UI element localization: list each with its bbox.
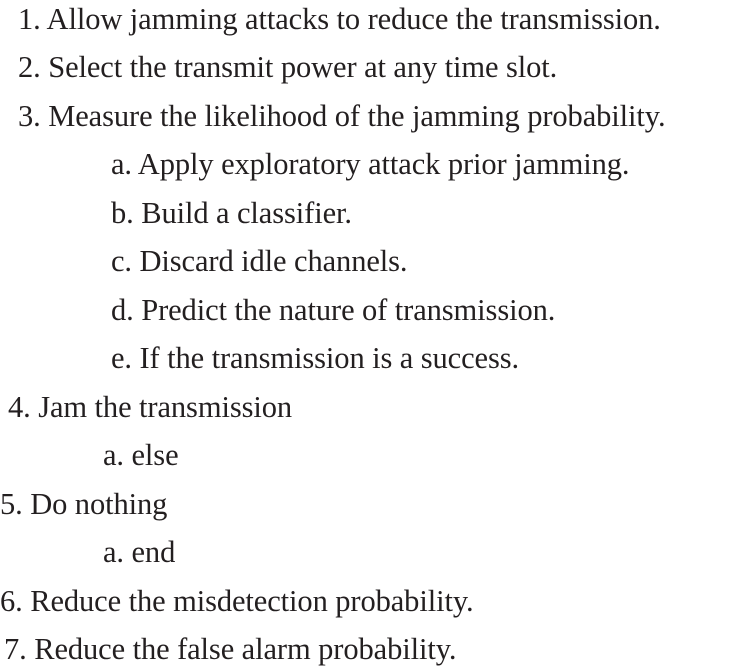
step-4: 4. Jam the transmission <box>8 390 293 424</box>
step-3e: e. If the transmission is a success. <box>111 341 520 375</box>
step-2: 2. Select the transmit power at any time slot. <box>18 50 558 84</box>
step-5a: a. end <box>103 535 176 569</box>
step-1: 1. Allow jamming attacks to reduce the transmission. <box>18 2 661 36</box>
step-7: 7. Reduce the false alarm probability. <box>4 632 457 666</box>
step-5: 5. Do nothing <box>0 487 168 521</box>
step-3: 3. Measure the likelihood of the jamming probability. <box>18 99 666 133</box>
step-3b: b. Build a classifier. <box>111 196 352 230</box>
step-3a: a. Apply exploratory attack prior jamming. <box>111 147 630 181</box>
step-6: 6. Reduce the misdetection probability. <box>0 584 474 618</box>
step-3c: c. Discard idle channels. <box>111 244 408 278</box>
step-3d: d. Predict the nature of transmission. <box>111 293 556 327</box>
step-4a: a. else <box>103 438 179 472</box>
